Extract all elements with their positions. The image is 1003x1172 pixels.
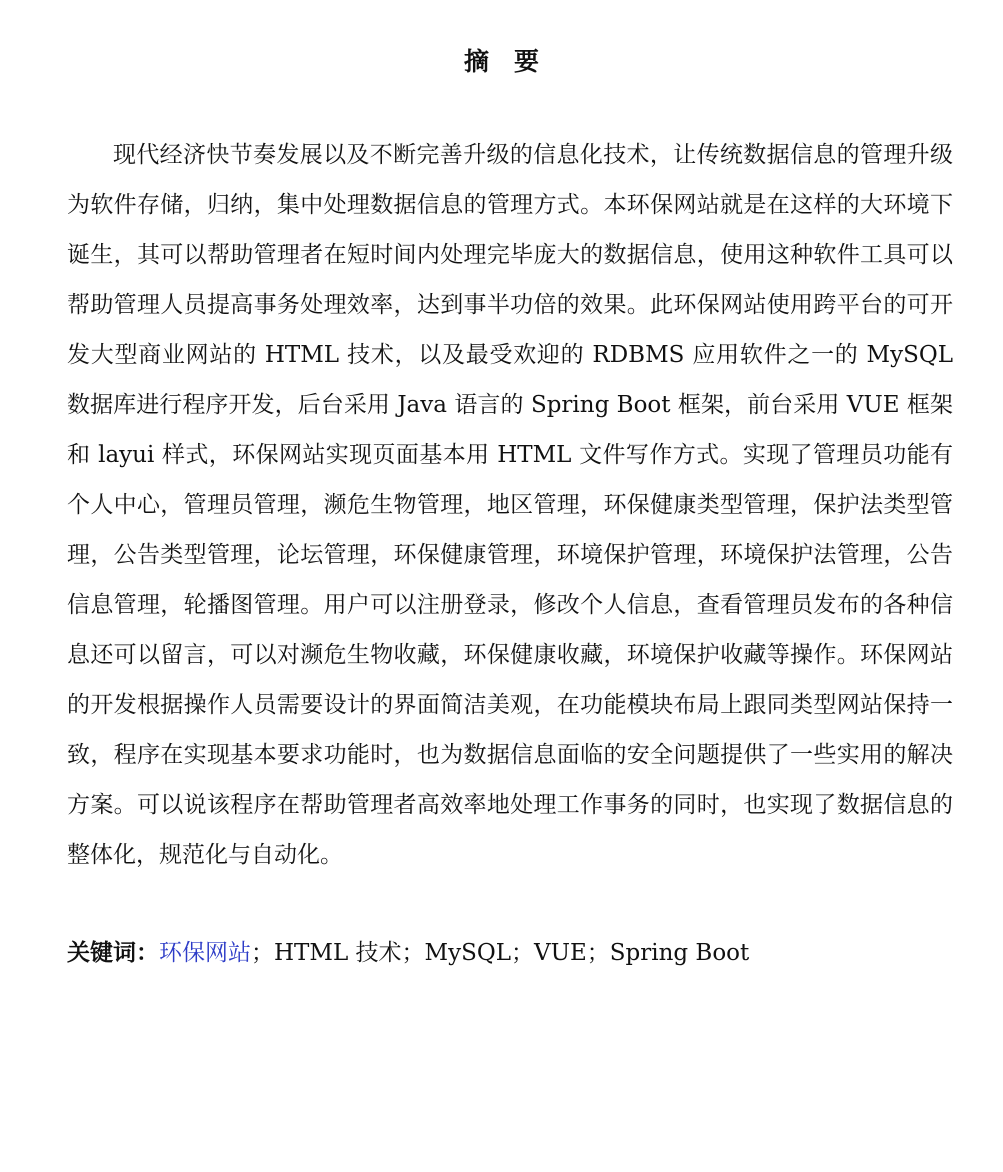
abstract-paragraph: 现代经济快节奏发展以及不断完善升级的信息化技术，让传统数据信息的管理升级为软件存储，归纳，集中处理数据信息的管理方式。本环保网站就是在这样的大环境下诞生，其可以帮助管理者在短时间内处理完毕庞大的数据信息，使用这种软件工具可以帮助管理人员提高事务处理效率，达到事半功倍的效果。此环保网站使用跨平台的可开发大型商业网站的 HTML 技术，以及最受欢迎的 RDBMS 应用软件之一的 MySQL 数据库进行程序开发，后台采用 Java 语言的 Spring Boot 框架，前台采用 VUE 框架和 layui 样式，环保网站实现页面基本用 HTML 文件写作方式。实现了管理员功能有个人中心，管理员管理，濒危生物管理，地区管理，环保健康类型管理，保护法类型管理，公告类型管理，论坛管理，环保健康管理，环境保护管理，环境保护法管理，公告信息管理，轮播图管理。用户可以注册登录，修改个人信息，查看管理员发布的各种信息还可以留言，可以对濒危生物收藏，环保健康收藏，环境保护收藏等操作。环保网站的开发根据操作人员需要设计的界面简洁美观，在功能模块布局上跟同类型网站保持一致，程序在实现基本要求功能时，也为数据信息面临的安全问题提供了一些实用的解决方案。可以说该程序在帮助管理者高效率地处理工作事务的同时，也实现了数据信息的整体化，规范化与自动化。 <box>67 142 953 868</box>
keywords-label: 关键词： <box>67 939 159 966</box>
keywords-line <box>67 928 953 978</box>
keyword-first: 环保网站 <box>159 940 251 966</box>
keywords-rest: ；HTML 技术；MySQL；VUE；Spring Boot <box>251 940 750 966</box>
page-title: 摘 要 <box>463 47 539 76</box>
